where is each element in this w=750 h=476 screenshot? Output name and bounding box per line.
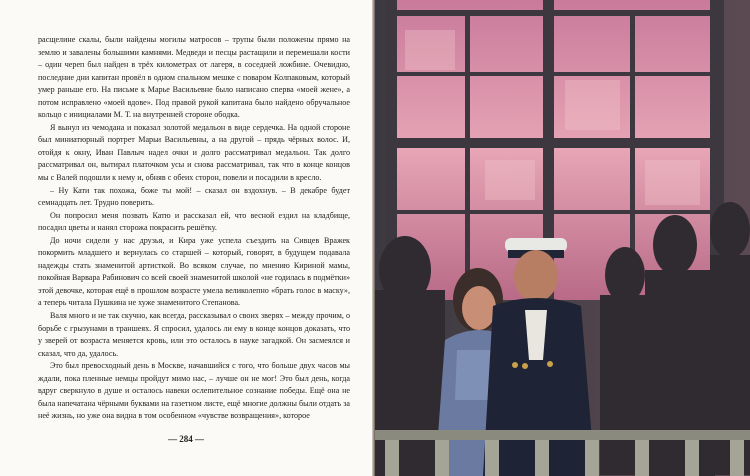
- paragraph: расщелине скалы, были найдены могилы матросов – трупы были положены прямо на землю и завалены большими камнями. Медведи и песцы растащили и перемешали кости – один череп был найден в трёх километрах от лагеря, в соседней ложбине. Очевидно, последние дни капитан провёл в одном спальном мешке с поваром Колпаковым, который умер раньше его. На письме к Марье Васильевне было написано сперва «моей жене», а потом исправлено «моей вдове». Под правой рукой капитана было найдено обручальное кольцо с инициалами М. Т. на внутренней стороне ободка.: [38, 35, 350, 120]
- page-number: — 284 —: [168, 434, 204, 444]
- text-page: [0, 0, 372, 476]
- paragraph: – Ну Кати так похожа, боже ты мой! – сказал он вздохнув. – В декабре будет семнадцать лет. Трудно поверить.: [38, 185, 350, 208]
- paragraph: Он попросил меня позвать Катю и рассказал ей, что весной ездил на кладбище, посадил цветы и нанял сторожа покрасить решётку.: [38, 210, 350, 233]
- body-text: [38, 34, 350, 423]
- paragraph: Валя много и не так скучно, как всегда, рассказывал о своих зверях – между прочим, о борьбе с грызунами в траншеях. Я спросил, удалось ли ему в конце концов доказать, что у зверей от возраста меняется кровь, или это осталось в науке загадкой. Он засмеялся и сказал, что да, удалось.: [38, 311, 350, 358]
- paragraph: До ночи сидели у нас друзья, и Кира уже успела съездить на Сивцев Вражек покормить младшего и вернулась со старшей – который, говорят, в будущем подавала надежды стать знаменитой артисткой. Во всяком случае, по мнению Кириной мамы, покойная Варвара Рабинович со всей своей знаменитой школой «не годилась в подмётки» этой девочке, которая ещё в прошлом возрасте умела великолепно «брать голос в маску», а теперь читала Пушкина не хуже знаменитого Степанова.: [38, 235, 350, 308]
- illustration-window-crowd: [375, 0, 750, 476]
- paragraph: Это был превосходный день в Москве, начавшийся с того, что больше двух часов мы ждали, пока пленные немцы пройдут мимо нас, – лучше он не мог! Это был день, когда вдруг сверкнуло в душе и осталось навеки ослепительное сознание победы. Ещё она не была напечатана чёрными буквами на газетном листе, ещё многие должны были отдать за неё жизнь, но уже она видна в том особенном «чувстве возвращения», которое: [38, 361, 350, 421]
- paragraph: Я вынул из чемодана и показал золотой медальон в виде сердечка. На одной стороне был миниатюрный портрет Марьи Васильевны, а на другой – прядь чёрных волос. И, отойдя к окну, Иван Павлыч надел очки и долго рассматривал медальон. Так долго рассматривал он, вытирал платочком усы и снова рассматривал, так что в конце концов мы с Валей подошли к нему и, обняв с обеих сторон, повели и посадили в кресло.: [38, 122, 350, 183]
